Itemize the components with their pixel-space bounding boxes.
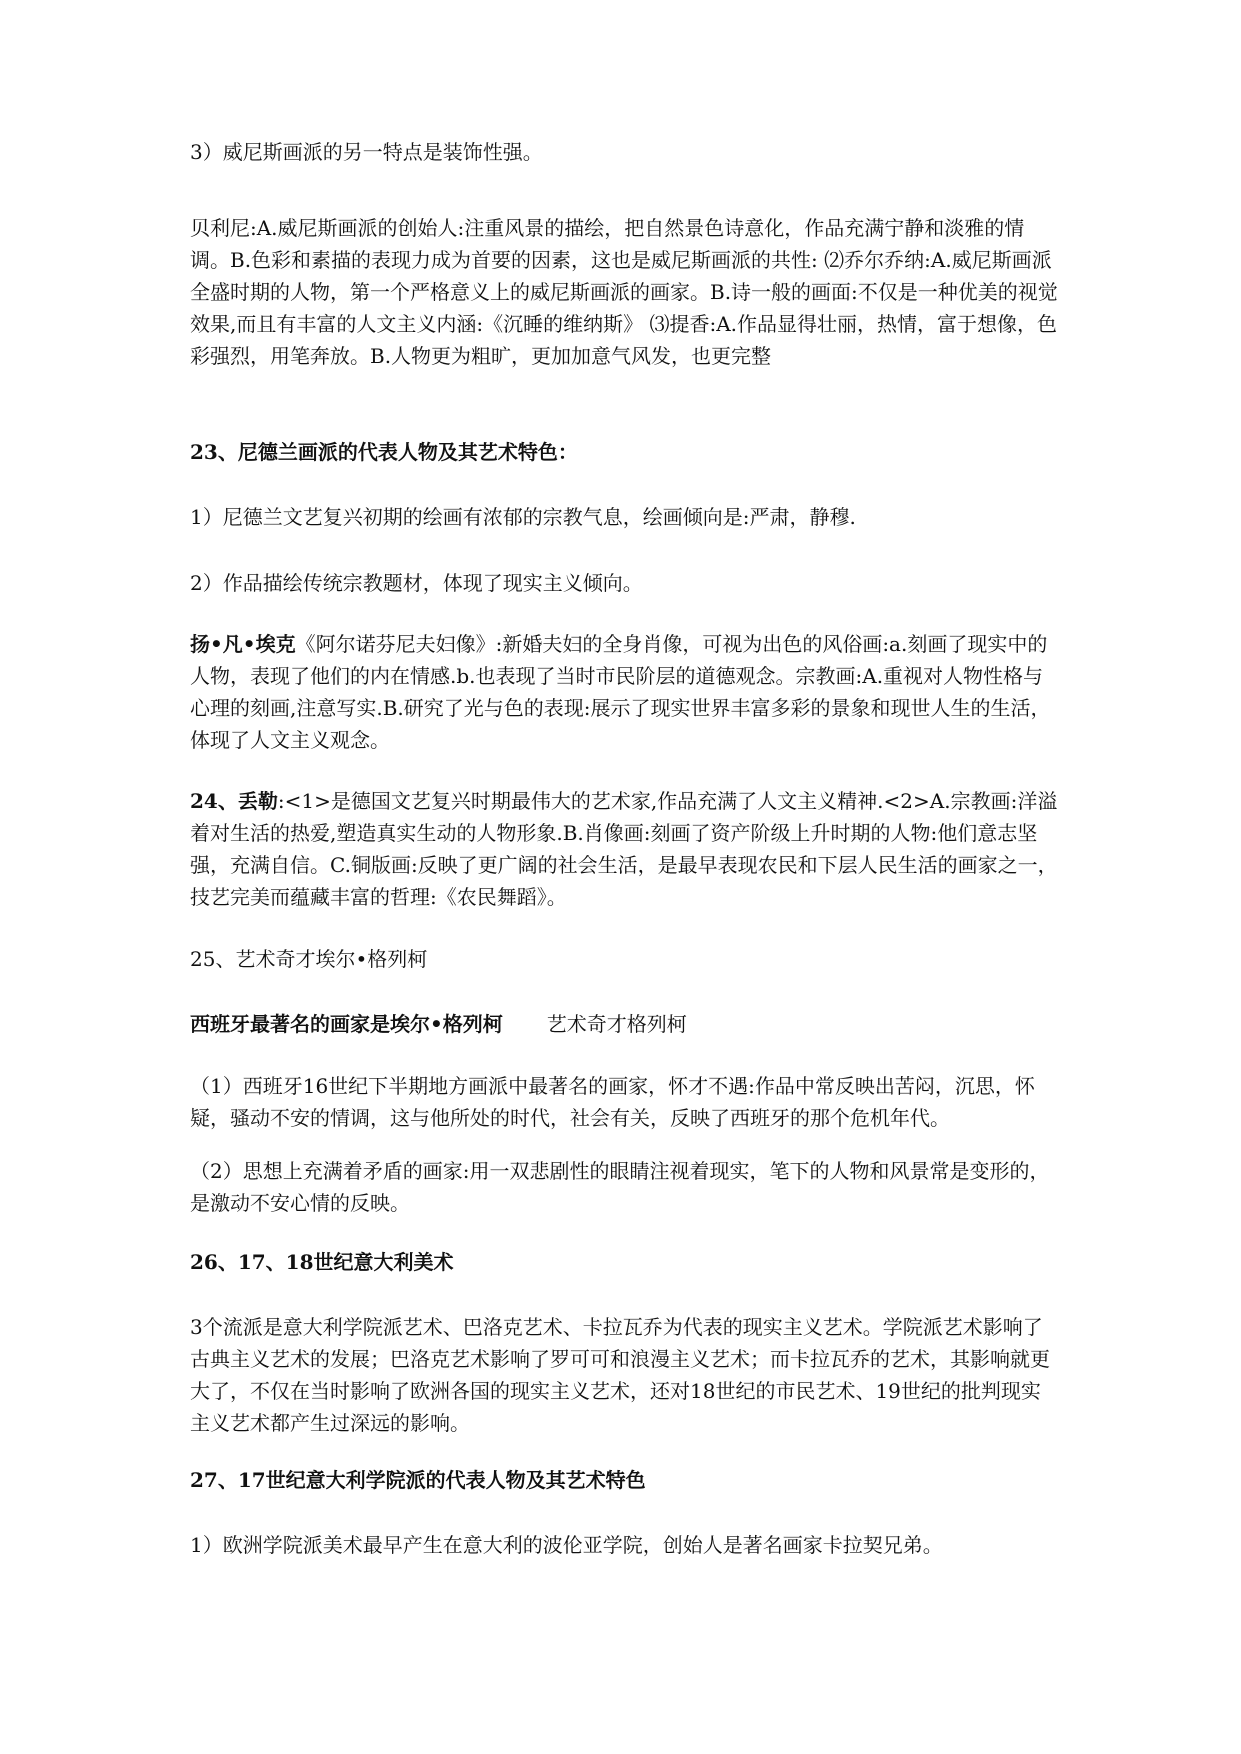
paragraph-24-durer xyxy=(190,785,1060,913)
heading-27-academy: 27、17世纪意大利学院派的代表人物及其艺术特色 xyxy=(190,1468,646,1492)
paragraph-25-point-1: （1）西班牙16世纪下半期地方画派中最著名的画家，怀才不遇:作品中常反映出苦闷，沉思，怀疑，骚动不安的情调，这与他所处的时代，社会有关，反映了西班牙的那个危机年代。 xyxy=(190,1074,1035,1130)
el-greco-famous-painter: 西班牙最著名的画家是埃尔•格列柯 xyxy=(190,1012,503,1036)
paragraph-venice-feature: 3）威尼斯画派的另一特点是装饰性强。 xyxy=(190,140,543,164)
heading-26-italian-art: 26、17、18世纪意大利美术 xyxy=(190,1250,454,1274)
heading-25-el-greco: 25、艺术奇才埃尔•格列柯 xyxy=(190,947,428,971)
paragraph-27-point-1: 1）欧洲学院派美术最早产生在意大利的波伦亚学院，创始人是著名画家卡拉契兄弟。 xyxy=(190,1533,943,1557)
paragraph-25-intro xyxy=(190,1008,1060,1040)
durer-label: 24、丢勒 xyxy=(190,789,278,813)
paragraph-bellini: 贝利尼:A.威尼斯画派的创始人:注重风景的描绘，把自然景色诗意化，作品充满宁静和淡雅的情调。B.色彩和素描的表现力成为首要的因素，这也是威尼斯画派的共性: ⑵乔尔乔纳:A.威尼斯画派全盛时期的人物，第一个严格意义上的威尼斯画派的画家。B.诗一般的画面:不仅是一种优美的视觉效果,而且有丰富的人文主义内涵:《沉睡的维纳斯》 ⑶提香:A.作品显得壮丽，热情，富于想像，色彩强烈，用笔奔放。B.人物更为粗旷，更加加意气风发，也更完整 xyxy=(190,216,1058,368)
paragraph-26-schools: 3个流派是意大利学院派艺术、巴洛克艺术、卡拉瓦乔为代表的现实主义艺术。学院派艺术影响了古典主义艺术的发展；巴洛克艺术影响了罗可可和浪漫主义艺术；而卡拉瓦乔的艺术，其影响就更大了，不仅在当时影响了欧洲各国的现实主义艺术，还对18世纪的市民艺术、19世纪的批判现实主义艺术都产生过深远的影响。 xyxy=(190,1315,1050,1435)
van-eyck-text: 《阿尔诺芬尼夫妇像》:新婚夫妇的全身肖像，可视为出色的风俗画:a.刻画了现实中的人物，表现了他们的内在情感.b.也表现了当时市民阶层的道德观念。宗教画:A.重视对人物性格与心理的刻画,注意写实.B.研究了光与色的表现:展示了现实世界丰富多彩的景象和现世人生的生活，体现了人文主义观念。 xyxy=(190,632,1051,752)
durer-text: :<1>是德国文艺复兴时期最伟大的艺术家,作品充满了人文主义精神.<2>A.宗教画:洋溢着对生活的热爱,塑造真实生动的人物形象.B.肖像画:刻画了资产阶级上升时期的人物:他们意志坚强，充满自信。C.铜版画:反映了更广阔的社会生活，是最早表现农民和下层人民生活的画家之一，技艺完美而蕴藏丰富的哲理:《农民舞蹈》。 xyxy=(190,789,1058,909)
paragraph-23-point-2: 2）作品描绘传统宗教题材，体现了现实主义倾向。 xyxy=(190,571,643,595)
van-eyck-name: 扬•凡•埃克 xyxy=(190,632,296,656)
paragraph-23-point-1: 1）尼德兰文艺复兴初期的绘画有浓郁的宗教气息，绘画倾向是:严肃，静穆. xyxy=(190,505,856,529)
el-greco-genius: 艺术奇才格列柯 xyxy=(546,1012,687,1036)
paragraph-25-point-2: （2）思想上充满着矛盾的画家:用一双悲剧性的眼睛注视着现实，笔下的人物和风景常是变形的，是激动不安心情的反映。 xyxy=(190,1159,1050,1215)
paragraph-van-eyck xyxy=(190,628,1060,756)
heading-23-netherlands: 23、尼德兰画派的代表人物及其艺术特色： xyxy=(190,440,578,464)
